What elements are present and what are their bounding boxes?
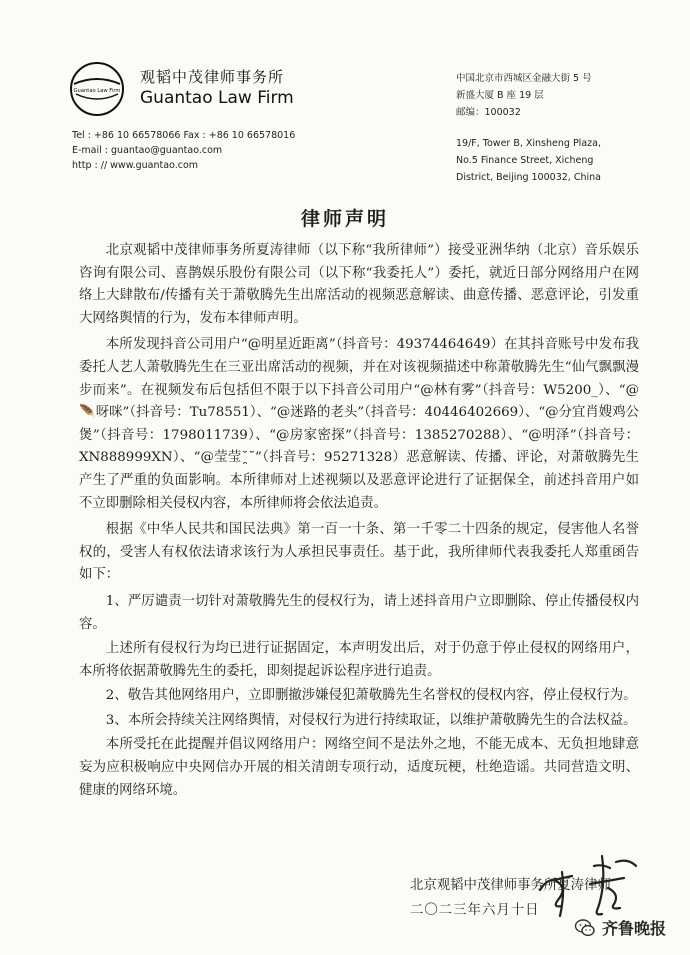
contact-block: [72, 128, 295, 173]
document-title: 律师声明: [300, 208, 389, 230]
watermark-text: 齐鲁晚报: [602, 919, 667, 938]
firm-name-cn: 观韬中茂律师事务所: [140, 68, 285, 86]
paragraph: 本所受托在此提醒并倡议网络用户：网络空间不是法外之地，不能无成本、无负担地肆意妄为应积极响应中央网信办开展的相关清朗专项行动，适度玩梗，杜绝造谣。共同营造文明、健康的网络环境。: [79, 737, 639, 798]
signature-date: 二〇二三年六月十日: [410, 903, 540, 918]
tel-fax: Tel : +86 10 66578066 Fax : +86 10 66578016: [72, 130, 296, 141]
logo-text: Guantao Law Firm: [73, 88, 121, 94]
email: E-mail : guantao@guantao.com: [72, 145, 223, 156]
paragraph: 上述所有侵权行为均已进行证据固定，本声明发出后，对于仍意于停止侵权的网络用户，本所将依据萧敬腾先生的委托，即刻提起诉讼程序进行追责。: [79, 641, 639, 679]
wechat-icon: [574, 917, 596, 939]
firm-name-en: Guantao Law Firm: [140, 88, 294, 108]
address-block: [456, 70, 601, 186]
paragraph: 2、敬告其他网络用户，立即删撤涉嫌侵犯萧敬腾先生名誉权的侵权内容，停止侵权行为。: [105, 688, 637, 704]
paragraph: 3、本所会持续关注网络舆情，对侵权行为进行持续取证，以维护萧敬腾先生的合法权益。: [105, 712, 637, 728]
paragraph: 北京观韬中茂律师事务所夏涛律师（以下称“我所律师”）接受亚洲华纳（北京）音乐娱乐咨询有限公司、喜鹊娱乐股份有限公司（以下称“我委托人”）委托，就近日部分网络用户在网络上大肆散布/传播有关于萧敬腾先生出席活动的视频恶意解读、曲意传播、恶意评论，引发重大网络舆情的行为，发布本律师声明。: [79, 243, 639, 326]
paragraph: 1、严厉谴责一切针对萧敬腾先生的侵权行为，请上述抖音用户立即删除、停止传播侵权内容。: [79, 593, 639, 632]
handwritten-signature-icon: [532, 844, 652, 922]
address-en-line: 19/F, Tower B, Xinsheng Plaza,: [456, 138, 601, 149]
address-cn-line: 中国北京市西城区金融大街 5 号: [456, 73, 592, 84]
paragraph: 根据《中华人民共和国民法典》第一百一十条、第一千零二十四条的规定，侵害他人名誉权的，受害人有权依法请求该行为人承担民事责任。基于此，我所律师代表我委托人郑重函告如下：: [79, 522, 639, 583]
signature-firm: 北京观韬中茂律师事务所夏涛律师: [410, 878, 611, 893]
paragraph: 本所发现抖音公司用户“@明星近距离”（抖音号：49374464649）在其抖音账号中发布我委托人艺人萧敬腾先生在三亚出席活动的视频，并在对该视频描述中称萧敬腾先生“仙气飘飘漫步而来”。在视频发布后包括但不限于以下抖音公司用户“@林有雾”（抖音号：W5200_）、“@🪶呀咪”（抖音号：Tu78551）、“@迷路的老头”（抖音号：40446402669）、“@分宜肖嫂鸡公煲”（抖音号：1798011739）、“@房家密探”（抖音号：1385270288）、“@明泽”（抖音号：XN888999XN）、“@莹莹˘̯˘”（抖音号：95271328）恶意解读、传播、评论，对萧敬腾先生产生了严重的负面影响。本所律师对上述视频以及恶意评论进行了证据保全，前述抖音用户如不立即删除相关侵权内容，本所律师将会依法追责。: [79, 337, 639, 511]
firm-logo-icon: [68, 60, 126, 118]
watermark: [574, 916, 666, 939]
address-cn-line: 邮编：100032: [456, 107, 521, 118]
address-en-line: District, Beijing 100032, China: [456, 172, 601, 183]
website: http : // www.guantao.com: [72, 160, 199, 171]
address-en-line: No.5 Finance Street, Xicheng: [456, 155, 594, 166]
statement-body: [79, 240, 639, 806]
address-cn-line: 新盛大厦 B 座 19 层: [456, 90, 544, 101]
